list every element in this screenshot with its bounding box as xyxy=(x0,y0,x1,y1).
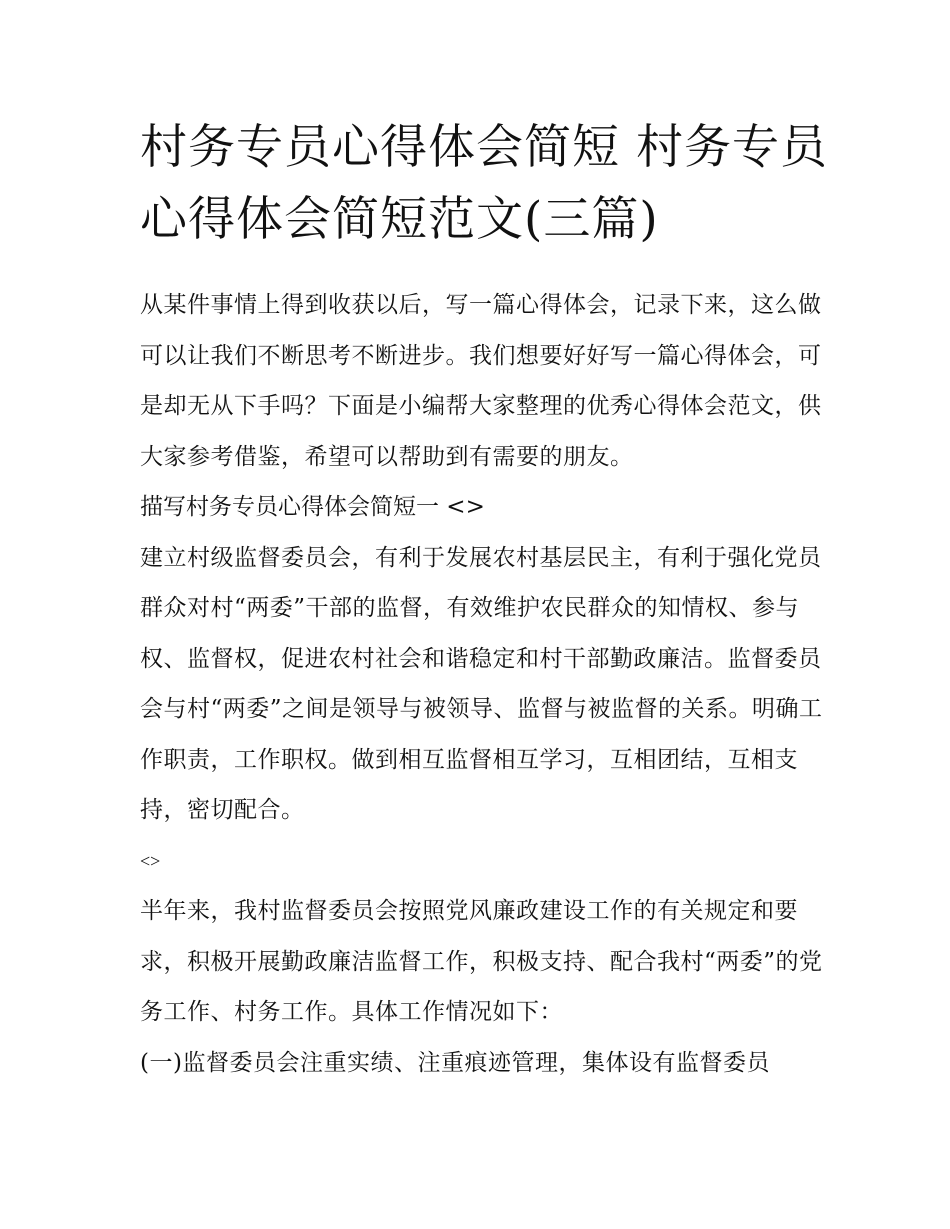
section-heading-one: 描写村务专员心得体会简短一 <> xyxy=(140,494,485,520)
body-paragraph: 建立村级监督委员会，有利于发展农村基层民主，有利于强化党员群众对村“两委”干部的监督，有效维护农民群众的知情权、参与权、监督权，促进农村社会和谐稳定和村干部勤政廉洁。监督委员会与村“两委”之间是领导与被领导、监督与被监督的关系。明确工作职责，工作职权。做到相互监督相互学习，互相团结，互相支持，密切配合。 xyxy=(140,544,823,823)
body-paragraph: 半年来，我村监督委员会按照党风廉政建设工作的有关规定和要求，积极开展勤政廉洁监督工作，积极支持、配合我村“两委”的党务工作、村务工作。具体工作情况如下： xyxy=(140,898,823,1025)
body-paragraph: (一)监督委员会注重实绩、注重痕迹管理，集体设有监督委员 xyxy=(140,1049,770,1076)
section-marker: <> xyxy=(140,850,161,871)
intro-paragraph: 从某件事情上得到收获以后，写一篇心得体会，记录下来，这么做可以让我们不断思考不断进步。我们想要好好写一篇心得体会，可是却无从下手吗？下面是小编帮大家整理的优秀心得体会范文，供大家参考借鉴，希望可以帮助到有需要的朋友。 xyxy=(140,292,822,470)
document-title: 村务专员心得体会简短 村务专员心得体会简短范文(三篇) xyxy=(140,120,828,247)
document-body xyxy=(140,280,830,1088)
